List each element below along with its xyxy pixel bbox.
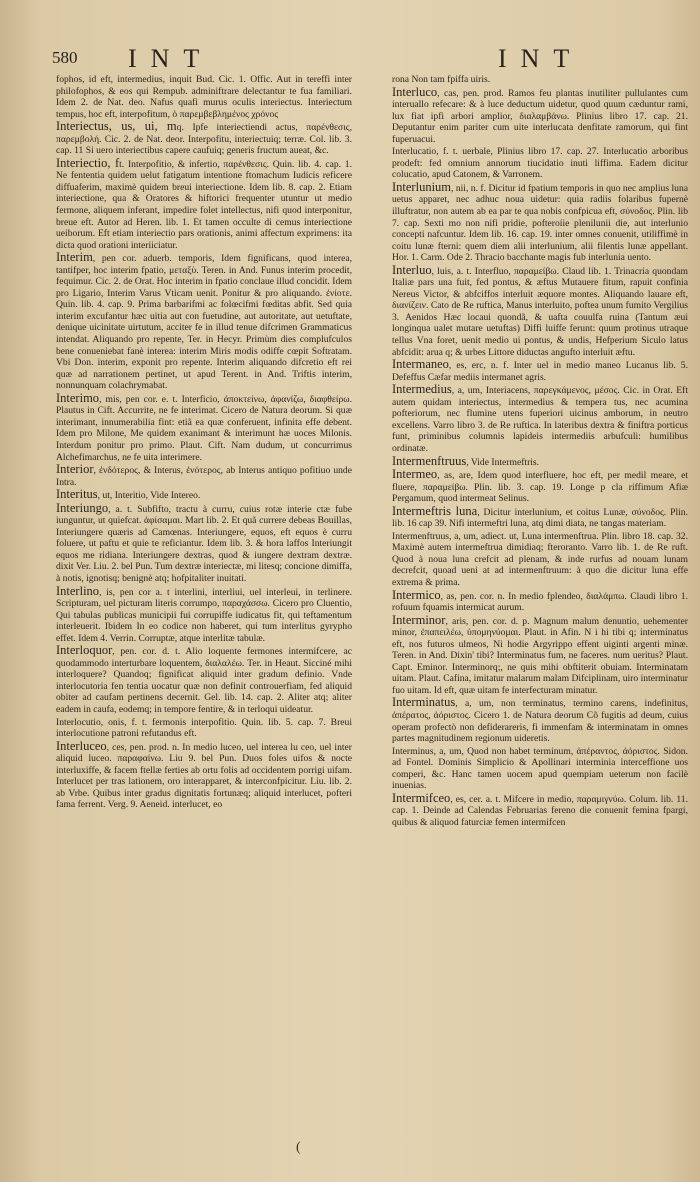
entry-text: , aris, pen. cor. d. p. Magnum malum denuntio, uehementer minor, ἐπαπειλέω, ὑπομηνύομαι. Plaut. in Afin. N i hi tibi q; interminatus eft, nos futuros ulmeos, Ni hodie Argyrippo effent uiginti argenti minæ. Teren. in And. Dixin' tibi? Interminatus fum, ne faceres. num ueritus? Plaut. Capt. Eminor. Interminorq;, ne quis mihi obftiterit obuiam. Interminatam uitam. Plaut. Cafina, imitatur malarum malam Difciplinam, uiro interminatur fuo uitam. Id eft, quæ uitam fe interfecturam minatur. bbox=[392, 615, 688, 696]
entry-headword: Interimo bbox=[56, 390, 100, 405]
dictionary-entry bbox=[392, 84, 688, 146]
dictionary-entry bbox=[56, 155, 352, 251]
entry-headword: Intermeftris luna bbox=[392, 503, 478, 518]
entry-text: , Vide Intermeftris. bbox=[466, 456, 540, 468]
dictionary-entry bbox=[56, 583, 352, 645]
entry-text: , cas, pen. prod. Ramos feu plantas inutiliter pullulantes cum interuallo refecare: & à luce deductum uidetur, quod quum cæduntur rami, lux fiat ipfi arbori amplior, διαλαμβάνω. Plinius libro 17. cap. 21. Deputantur enim pariter cum uite interlucata denfitate ramorum, qui fint fuperuacui. bbox=[392, 87, 688, 145]
entry-text: , a, um, Interiacens, παρεγκάμενος, μέσος. Cic. in Orat. Eft autem quidam interiectus, intermedius & tempera tus, nec acumina pofteriorum, nec flumine utens fuperiori uicinus amborum, in neutro excellens. Varro libro 3. de Re ruftica. In lateribus dextra & finiftra porticus funt, priminibus columnis lapideis intermediis arbufculi: humilibus ordinatæ. bbox=[392, 385, 688, 454]
entry-text: , es, erc, n. f. Inter uel in medio maneo Lucanus lib. 5. Defeffus Cæfar mediis intermanet agris. bbox=[392, 360, 688, 383]
entry-headword: Intermeo bbox=[392, 467, 438, 482]
entry-text: , ἐνδότερος, & Interus, ἐνότερος, ab Interus antiquo pofitiuo unde Intra. bbox=[56, 465, 352, 488]
dictionary-entry bbox=[392, 359, 688, 383]
dictionary-entry bbox=[56, 74, 352, 120]
entry-text: , is, pen cor a. t interlini, interliui, uel interleui, in terlinere. Scripturam, uel picturam literis corrumpo, παραχάσσω. Cicero pro Cluentio, Qui tabulas publicas municipii fui corrupiffe iudicatus fit, qui teftamentum interleuerit. Ibidem In eo codice non haberet, qui tum interlitus gyrypho effet. Idem 4. Verrin. Corruptæ, atque interlitæ tabulæ. bbox=[56, 586, 352, 644]
entry-text: , pen. cor. d. t. Alio loquente fermones intermifcere, ac quodammodo interturbare loquentem, διαλαλέω. Ter. in Heaut. Sicciné mihi interloquere? Quandoq; fignificat aliquid inter gradum definio. Vnde interlocutoria fen tentia uocatur quæ non definit controuerfiam, fed aliquid obiter ad caufam pertinens decernit. Gel. lib. 14. cap. 2. Aliter atq; aliter eadem in caufa, eodemq; in tempore fentire, & in terloqui uideatur. bbox=[56, 646, 352, 715]
dictionary-entry bbox=[392, 697, 688, 744]
dictionary-entry bbox=[392, 790, 688, 829]
entry-text: q. Ipfe interiectiendi actus, παρένθεσις, παρεμβολή. Cic. 2. de Nat. deor. Interpofitu, interiectuiq; terræ. Col. lib. 3. cap. 11 Si uero interiectibus capere caufuiq; generis fructum aueat, &c. bbox=[56, 122, 352, 157]
dictionary-entry bbox=[392, 469, 688, 505]
entry-text: , es, cer. a. t. Mifcere in medio, παραμιγνύω. Colum. lib. 11. cap. 1. Deinde ad Calendas Februarias fereno die conuenit femina fpargi, quibus & aliquod faturciæ femen intermifcen bbox=[392, 793, 688, 828]
dictionary-entry bbox=[392, 612, 688, 697]
entry-text: rona Non tam fpiffa uiris. bbox=[392, 74, 491, 85]
entry-text: Intermenftruus, a, um, adiect. ut, Luna intermenftrua. Plin. libro 18. cap. 32. Maximè autem intermeftrua dimidiaq; fteroranto. Varro lib. 1. de Re ruft. Quod à noua luna crefcit ad plenam, & inde rurfus ad nouam lunam decrefcit, quoad ueni at ad intermenftruum: à quo die dicitur luna effe extrema & prima. bbox=[392, 530, 688, 588]
entry-headword: Interim bbox=[56, 250, 93, 265]
entry-headword: Intermico bbox=[392, 587, 441, 602]
dictionary-entry bbox=[392, 746, 688, 792]
dictionary-entry bbox=[392, 146, 688, 181]
entry-text: , as, pen. cor. n. In medio fplendeo, διαλάμπω. Claudi libro 1. rofuum fquamis intermicat aurum. bbox=[392, 590, 688, 614]
entry-text: Interminus, a, um, Quod non habet terminum, ἀπέραντος, ἀόριστος. Sidon. ad Fontel. Dominis Simplicio & Apollinari interminia interceffione uos comperi, &c. Hanc tamen uocem apud quempiam ueterum non facilè inuenias. bbox=[392, 745, 688, 792]
entry-headword: Interiectio, f bbox=[56, 155, 120, 170]
dictionary-entry bbox=[392, 587, 688, 614]
entry-headword: Interminatus bbox=[392, 695, 456, 710]
footer-mark: ( bbox=[296, 1140, 301, 1155]
page-header bbox=[0, 44, 700, 74]
dictionary-entry bbox=[56, 645, 352, 715]
entry-headword: Interluceo bbox=[56, 738, 107, 753]
entry-text: , a, um, non terminatus, termino carens, indefinitus, ἀπέρατος, ἀόριστος. Cicero 1. de Natura deorum Cõ fugitis ad deum, cuius operam profectò non defiderareris, fi immenfam & interminatam in omnes partes magnitudinem regionum uideretis. bbox=[392, 698, 688, 745]
entry-text: , mis, pen cor. e. t. Interficio, ἀποκτείνω, ἀφανίζω, διαφθείρω. Plautus in Cift. Accurrite, ne fe interimat. Cicero de Natura deorum. Si quæ interimant, innumerabilia fint: etiã ea quæ conferuent, infinita effe debent. Idem pro Milone, Me quidem exanimant & interimunt hæ uoces Milonis. Interdum ponitur pro primo. Plaut. Cift. Nam dudum, ut concurrimus Alchefimarchus, ne fe uita interimere. bbox=[56, 393, 352, 463]
entry-text: , nii, n. f. Dicitur id fpatium temporis in quo nec amplius luna uetus apparet, nec adhuc noua uidetur: quia radiis folaribus fupernè illuftratur, non autem ab ea par te qua nobis confpicua eft, σύνοδος. Plin. lib 7. cap. Sexti mo non nifi pridie, pofteroíie plenilunii die, aut interlunio concepti nafcuntur. Idem lib. 16. cap. 19. inter omnes conuenit, utiliffimè in coitu lunæ fterni: quem diem alii interlunium, alii filentis lunæ appellant. Hor. 1. Carm. Ode 2. Thracio bacchante magis fub interlunia uento. bbox=[392, 182, 688, 264]
dictionary-entry bbox=[392, 384, 688, 454]
entry-headword: Intermaneo bbox=[392, 357, 449, 372]
dictionary-entry bbox=[56, 717, 352, 740]
entry-headword: Interitus bbox=[56, 487, 98, 502]
dictionary-entry bbox=[392, 503, 688, 530]
dictionary-entry bbox=[56, 121, 352, 157]
right-column bbox=[392, 74, 688, 1134]
entry-headword: Intermenftruus bbox=[392, 453, 467, 468]
dictionary-entry bbox=[392, 531, 688, 589]
dictionary-entry bbox=[392, 262, 688, 358]
page-number: 580 bbox=[52, 48, 78, 67]
entry-headword: Interiungo bbox=[56, 500, 109, 515]
dictionary-entry bbox=[56, 390, 352, 463]
entry-headword: Interminor bbox=[392, 612, 446, 627]
entry-headword: Interiectus, us, ui, m bbox=[56, 119, 177, 134]
dictionary-entry bbox=[392, 179, 688, 264]
entry-headword: Interlino bbox=[56, 583, 100, 598]
entry-text: Interlucatio, f. t. uerbale, Plinius libro 17. cap. 27. Interlucatio arboribus prodeft: fed omnium annorum tiucidatio inuti liffima. Eadem dicitur colucatio, apud Catonem, & Varronem. bbox=[392, 146, 688, 181]
entry-text: t. Interpofitio, & infertio, παρένθεσις. Quin. lib. 4. cap. 1. Ne fententia quidem uelut fatigatum intentione ftomachum Iudicis reficere diffuaferim, maximè quidem breui interiectione. Idem lib. 8. cap. 2. Etiam interiectione, qua & Oratores & hiftorici frequenter utuntur ut medio fermone, aliquem inferant, impedire folet intellectus, nifi quod interponitur, breue eft. Autor ad Heren. lib. 1. Et tamen occulte di cemus interiectione ueiborum. Eft etiam interiectio pars orationis, animi affectum exprimens: ita dicta quod orationi interiiciatur. bbox=[56, 158, 352, 251]
running-head-left: INT bbox=[128, 44, 214, 73]
entry-text: fophos, id eft, intermedius, inquit Bud. Cic. 1. Offic. Aut in tereffi inter philofophos, & eos qui Rempub. adminiftrare delectantur te fua familiari. Idem 2. de Nat. deo. Nafus quafi murus oculis interiectus. Interiectum tempus, hoc eft, interpofitum, ὁ παρεμβεβλημένος χρόνος bbox=[56, 74, 352, 120]
dictionary-entry bbox=[56, 500, 352, 585]
dictionary-entry bbox=[56, 252, 352, 392]
entry-text: , Dicitur interlunium, et coitus Lunæ, σύνοδος. Plin. lib. 16 cap 39. Nifi intermeftri luna, atq dimi diata, ne tangas materiam. bbox=[392, 506, 688, 530]
entry-headword: Interluo bbox=[392, 262, 432, 277]
entry-headword: Interluco bbox=[392, 84, 438, 99]
entry-text: , luis, a. t. Interfluo, παραμείβω. Claud lib. 1. Trinacria quondam Italiæ pars una fuit, fed pontus, & æftus Mutauere fitum, rapuit confinia Nereus Victor, & abfciffos interluit æquore montes. Aliquando lauare eft, διανίζειν. Cato de Re ruftica, Manus interluito, poftea unum fumito Vergilius 3. Aenidos Hæc locaui quondã, & uafta couulfa ruina (Tantum æui longinqua ualet mutare uetuftas) Diffi luiffe ferunt: quum protinus utraque tellus Vna foret, uenit medio ui pontus, & undis, Hefperium Siculo latus abfcidit: arua q; & urbes Littore diductas angufto interluit æftu. bbox=[392, 265, 688, 358]
left-column bbox=[56, 74, 352, 1134]
entry-text: Interlocutio, onis, f. t. fermonis interpofitio. Quin. lib. 5. cap. 7. Breui interlocutione patroni refutandus eft. bbox=[56, 716, 352, 740]
entry-headword: Interloquor bbox=[56, 643, 113, 658]
entry-headword: Interior bbox=[56, 462, 94, 477]
dictionary-entry bbox=[56, 464, 352, 488]
entry-text: , ces, pen. prod. n. In medio luceo, uel interea lu ceo, uel inter aliquid luceo. παραφαίνω. Liu 9. bel Pun. Duos foles uifos & nocte interluxiffe, & facem ftellæ ferties ab ortu folis ad occidentem porrigi uifam. Interlucet per tras lationem, oro interapparet, & interconfpicitur. Liu. lib. 2. ab Vrbe. Quibus inter gradus dignitatis fortunæq; aliquid interlucet, pofteri fama ferrent. Verg. 9. Aeneid. interlucet, eo bbox=[56, 741, 352, 811]
entry-text: , ut, Interitio, Vide Intereo. bbox=[97, 490, 201, 502]
dictionary-entry bbox=[56, 738, 352, 811]
entry-headword: Interlunium bbox=[392, 179, 452, 194]
entry-headword: Intermifceo bbox=[392, 790, 451, 805]
entry-text: , a. t. Subfifto, tractu à curru, cuius rotæ interie ctæ fube iunguntur, ut quiefcat. ἀφίσαμαι. Mart lib. 2. Et quã currere debeas Bouillas, Interiungere quæris ad Camœnas. Interiungere, equos, eft equos è curru foluere, ut paftu et quie te reficiantur. Idem lib. 3. & hora laffos Interiungit equos me ridiana. Interiungere dextras, quod & iungere dextram dextræ. dixit Ver. Liu. 2. bel Pun. Tum dextræ interiectæ, mi litesq; concione dimiffa, à notis, ignotisq; benignè atq; hofpitaliter inuitati. bbox=[56, 503, 352, 584]
entry-text: , pen cor. aduerb. temporis, Idem fignificans, quod interea, tantifper, hoc interim fpatio, μεταξὺ. Teren. in And. Funus interim procedit, fequimur. Cic. 2. de Orat. Hoc interim in fpatio conclaue illud concidit. Idem pro Ligario, Interim Varus Vticam uenit. Ponitur & pro aliquando. ἐνίοτε. Quin. lib. 4. cap. 9. Prima barbarifmi ac folœcifmi fœditas abfit. Sed quia interim excufantur hæc uitia aut con fuetudine, aut autoritate, aut uetuftate, denique uicinitate uirtutum, acciter fe in illud tenue difcrimen Grammaticus intendat. Aliquando pro repente, Ter. in Hecyr. Primùm dies complufculos bene conueniebat fanè interea: interim Miris modis odiffe cœpit Softratam. Vbi Don. interim, exponit pro repente. Interim aliquando difcretio eft rei quæ ad narrationem pertinet, ut apud Terent. in And. Triftis interim, nonnunquam colachrymabat. bbox=[56, 253, 352, 392]
running-head-right: INT bbox=[498, 44, 584, 73]
entry-headword: Intermedius bbox=[392, 382, 452, 397]
entry-text: , as, are, Idem quod interfluere, hoc eft, per medil meare, et fluere, παραμείβω. Plin. lib. 3. cap. 19. Longe p cla riffimum Afiæ Pergamum, quod intermeat Selinus. bbox=[392, 470, 688, 505]
